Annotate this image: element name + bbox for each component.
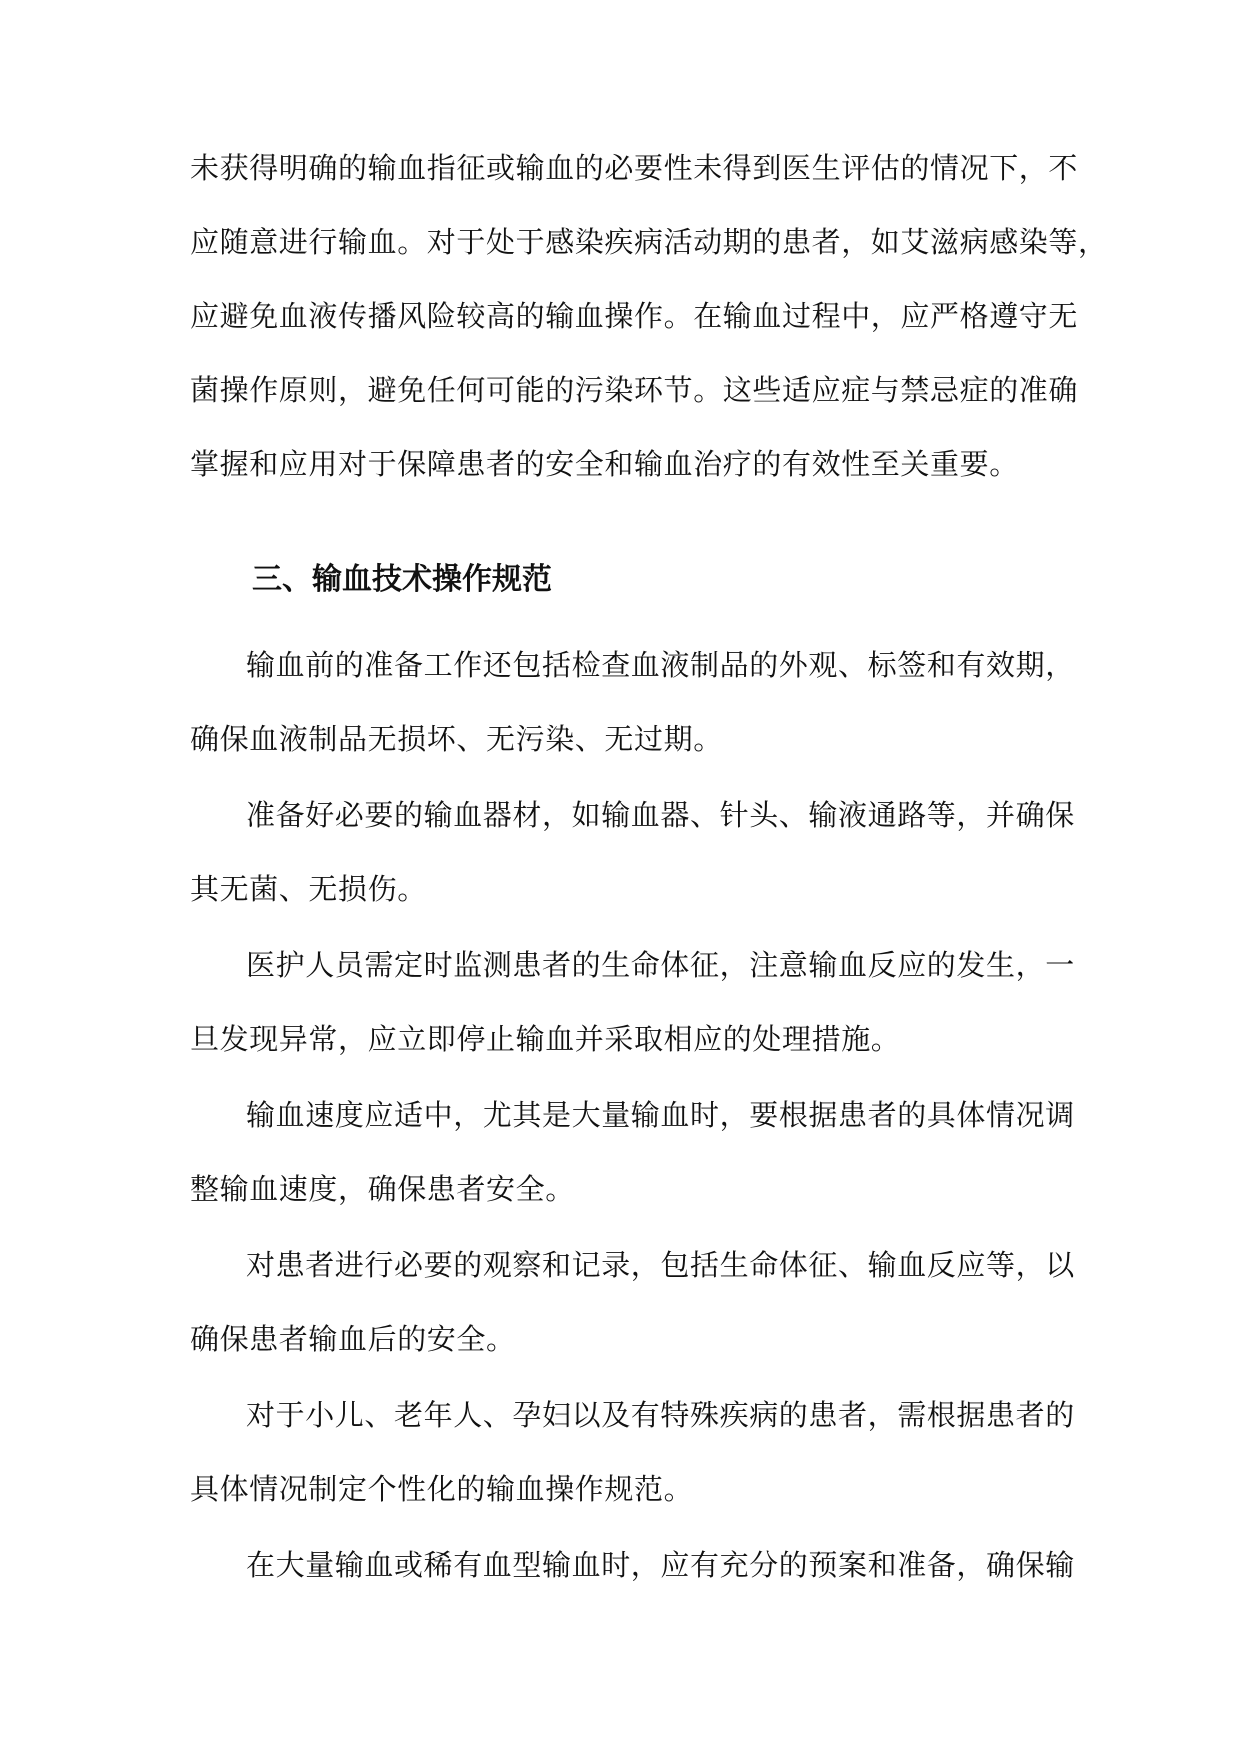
intro-line: 未获得明确的输血指征或输血的必要性未得到医生评估的情况下，不 bbox=[190, 151, 1079, 185]
paragraph-line: 医护人员需定时监测患者的生命体征，注意输血反应的发生，一 bbox=[246, 948, 1075, 982]
paragraph-line: 在大量输血或稀有血型输血时，应有充分的预案和准备，确保输 bbox=[246, 1548, 1075, 1582]
intro-line: 菌操作原则，避免任何可能的污染环节。这些适应症与禁忌症的准确 bbox=[190, 373, 1079, 407]
paragraph-line: 整输血速度，确保患者安全。 bbox=[190, 1172, 575, 1206]
intro-line: 应避免血液传播风险较高的输血操作。在输血过程中，应严格遵守无 bbox=[190, 299, 1079, 333]
intro-line: 应随意进行输血。对于处于感染疾病活动期的患者，如艾滋病感染等， bbox=[190, 225, 1108, 259]
paragraph-line: 对于小儿、老年人、孕妇以及有特殊疾病的患者，需根据患者的 bbox=[246, 1398, 1075, 1432]
intro-line: 掌握和应用对于保障患者的安全和输血治疗的有效性至关重要。 bbox=[190, 447, 1019, 481]
paragraph-line: 具体情况制定个性化的输血操作规范。 bbox=[190, 1472, 694, 1506]
paragraph-line: 对患者进行必要的观察和记录，包括生命体征、输血反应等，以 bbox=[246, 1248, 1075, 1282]
paragraph-line: 确保患者输血后的安全。 bbox=[190, 1322, 516, 1356]
paragraph-line: 其无菌、无损伤。 bbox=[190, 872, 427, 906]
paragraph-line: 输血速度应适中，尤其是大量输血时，要根据患者的具体情况调 bbox=[246, 1098, 1075, 1132]
paragraph-line: 确保血液制品无损坏、无污染、无过期。 bbox=[190, 722, 723, 756]
section-heading: 三、输血技术操作规范 bbox=[252, 562, 552, 597]
paragraph-line: 输血前的准备工作还包括检查血液制品的外观、标签和有效期， bbox=[246, 648, 1075, 682]
paragraph-line: 准备好必要的输血器材，如输血器、针头、输液通路等，并确保 bbox=[246, 798, 1075, 832]
paragraph-line: 旦发现异常，应立即停止输血并采取相应的处理措施。 bbox=[190, 1022, 901, 1056]
